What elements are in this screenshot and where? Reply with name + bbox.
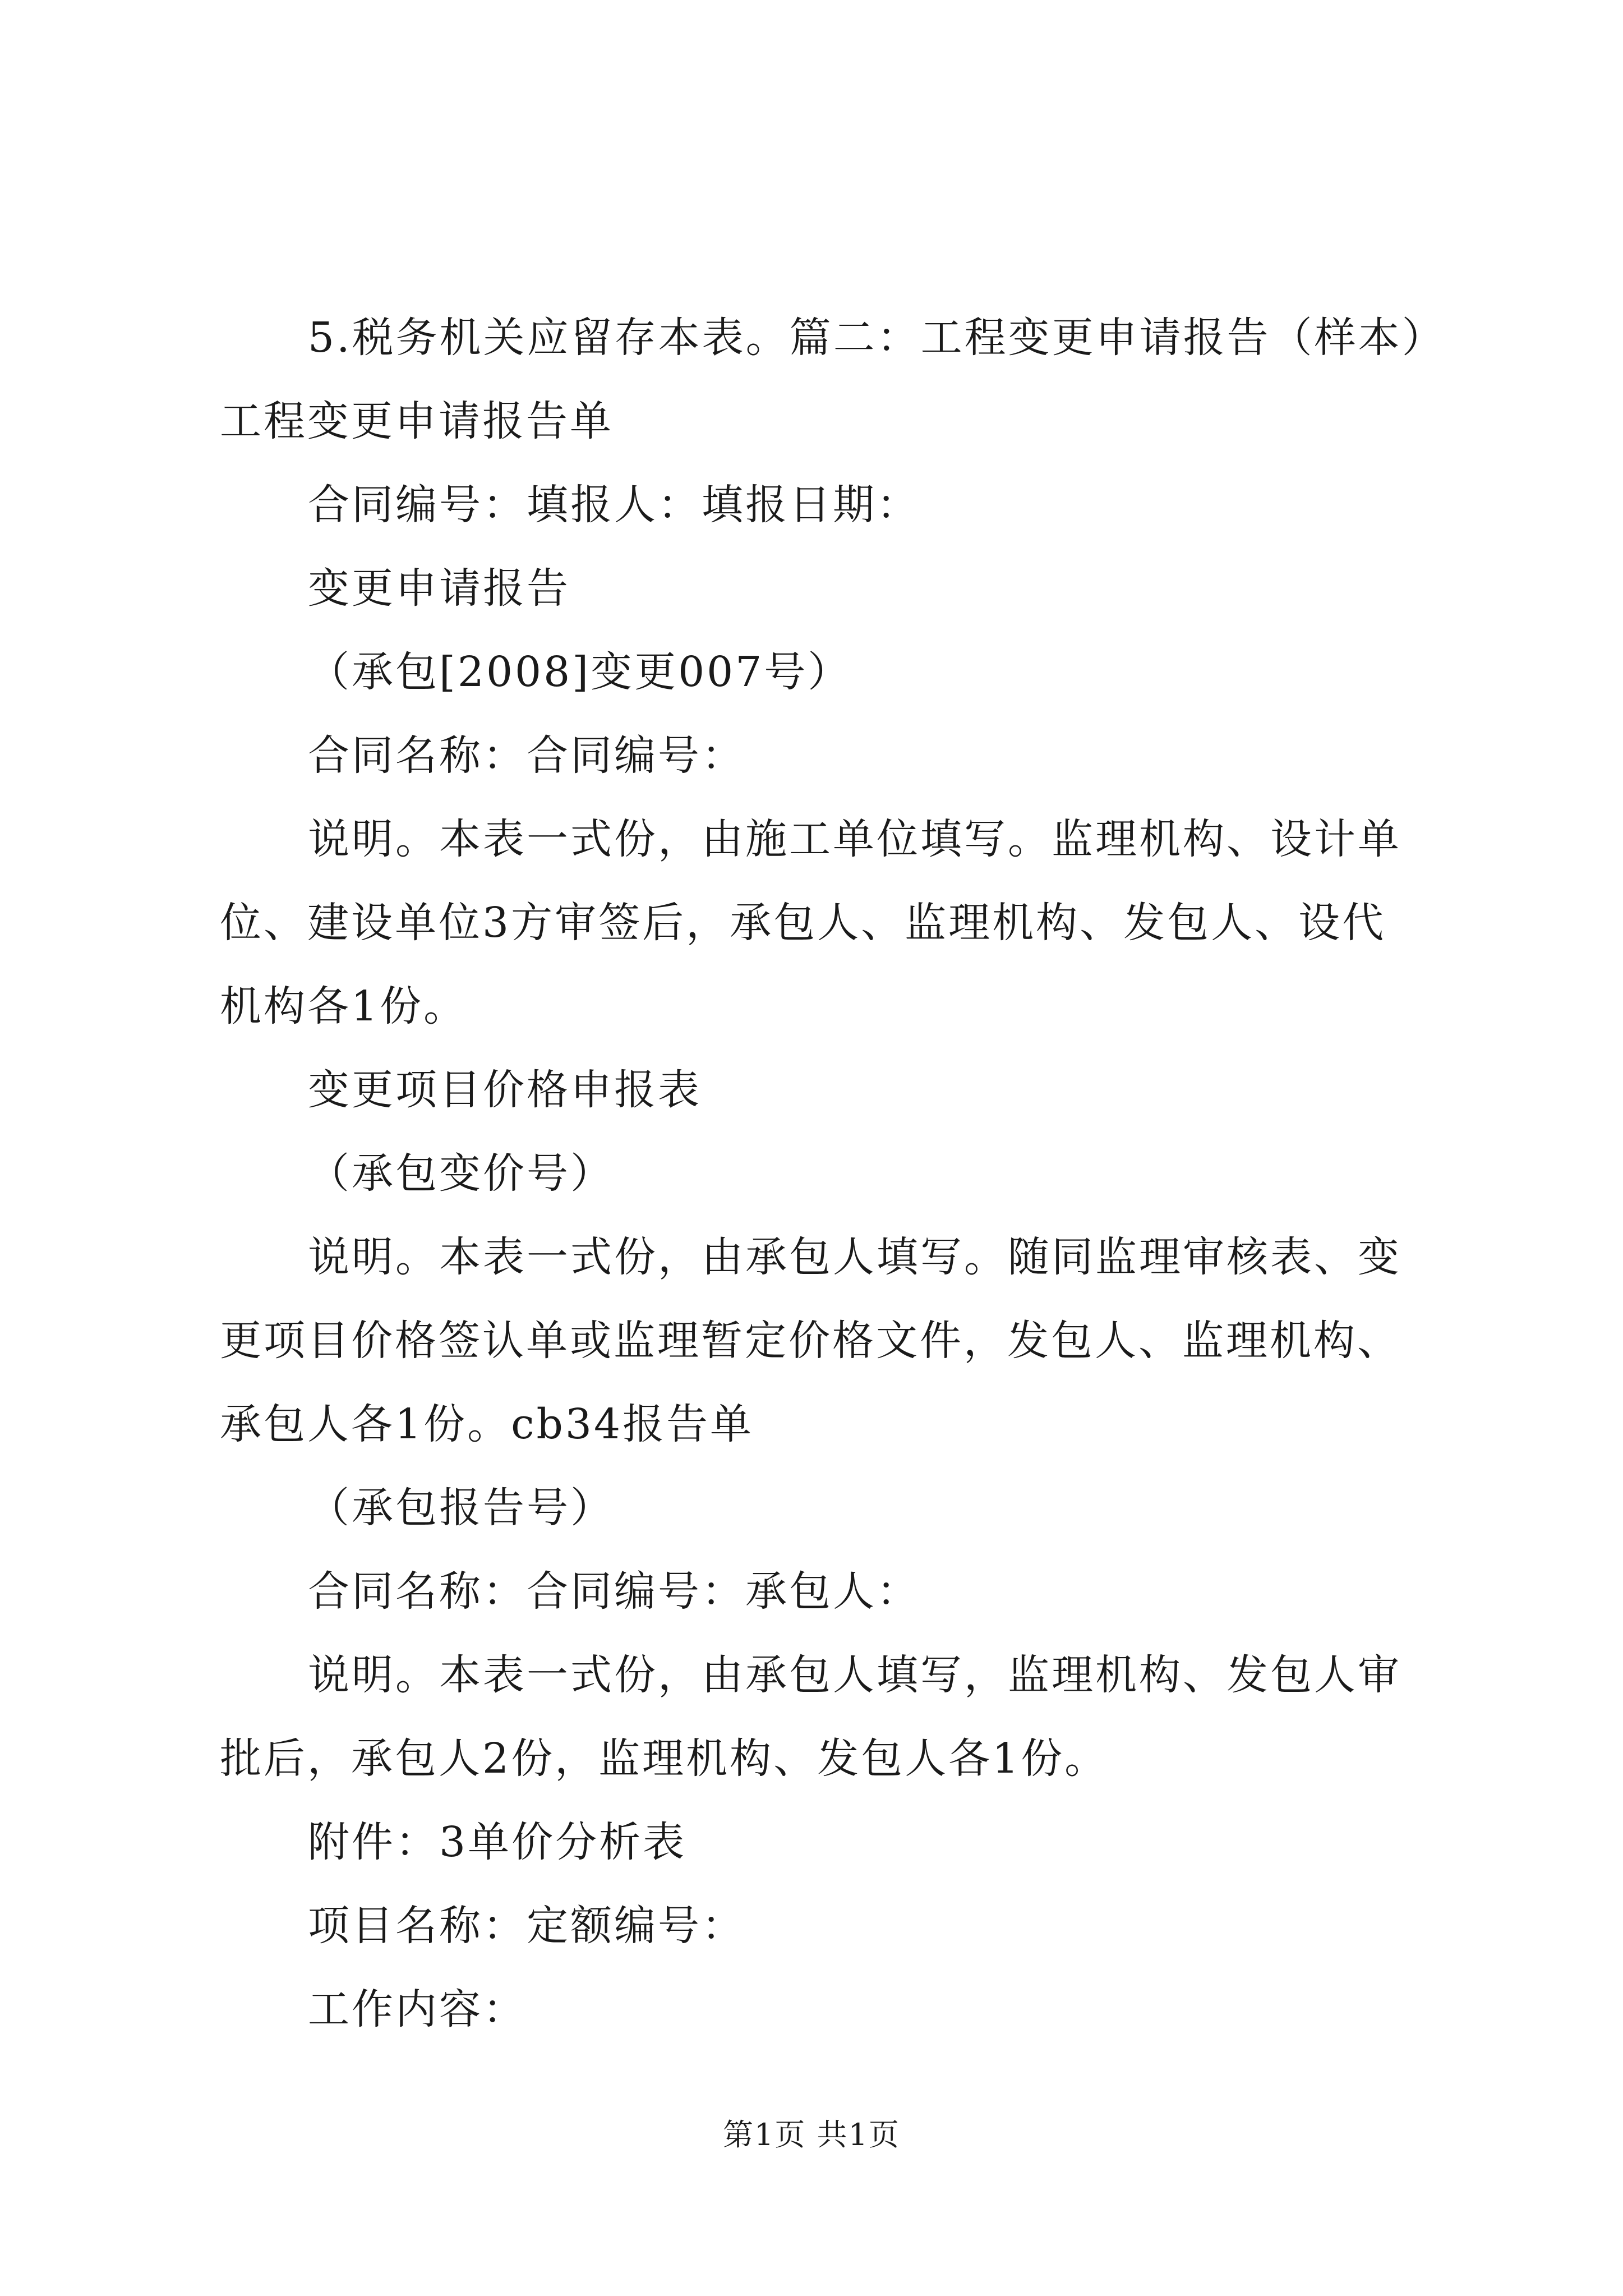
paragraph: 变更申请报告 <box>308 564 570 613</box>
document-body <box>220 296 1426 2051</box>
paragraph: （承包[2008]变更007号） <box>308 648 852 696</box>
paragraph: 工作内容： <box>308 1985 527 2033</box>
paragraph: 说明。本表一式份，由承包人填写。随同监理审核表、变更项目价格签认单或监理暂定价格文件，发包人、监理机构、承包人各1份。cb34报告单 <box>220 1233 1401 1448</box>
paragraph: 5.税务机关应留存本表。篇二：工程变更申请报告（样本）工程变更申请报告单 <box>220 314 1425 445</box>
paragraph: 说明。本表一式份，由施工单位填写。监理机构、设计单位、建设单位3方审签后，承包人、监理机构、发包人、设代机构各1份。 <box>220 815 1401 1030</box>
paragraph: 附件：3单价分析表 <box>308 1818 687 1866</box>
paragraph: 合同编号：填报人：填报日期： <box>308 481 920 529</box>
page-footer: 第1页 共1页 <box>723 2117 900 2152</box>
paragraph: （承包变价号） <box>308 1149 614 1198</box>
paragraph: （承包报告号） <box>308 1484 614 1532</box>
paragraph: 合同名称：合同编号：承包人： <box>308 1567 920 1616</box>
paragraph: 说明。本表一式份，由承包人填写，监理机构、发包人审批后，承包人2份，监理机构、发包人各1份。 <box>220 1651 1401 1783</box>
paragraph: 变更项目价格申报表 <box>308 1066 702 1114</box>
paragraph: 合同名称：合同编号： <box>308 731 745 780</box>
paragraph: 项目名称：定额编号： <box>308 1902 745 1950</box>
